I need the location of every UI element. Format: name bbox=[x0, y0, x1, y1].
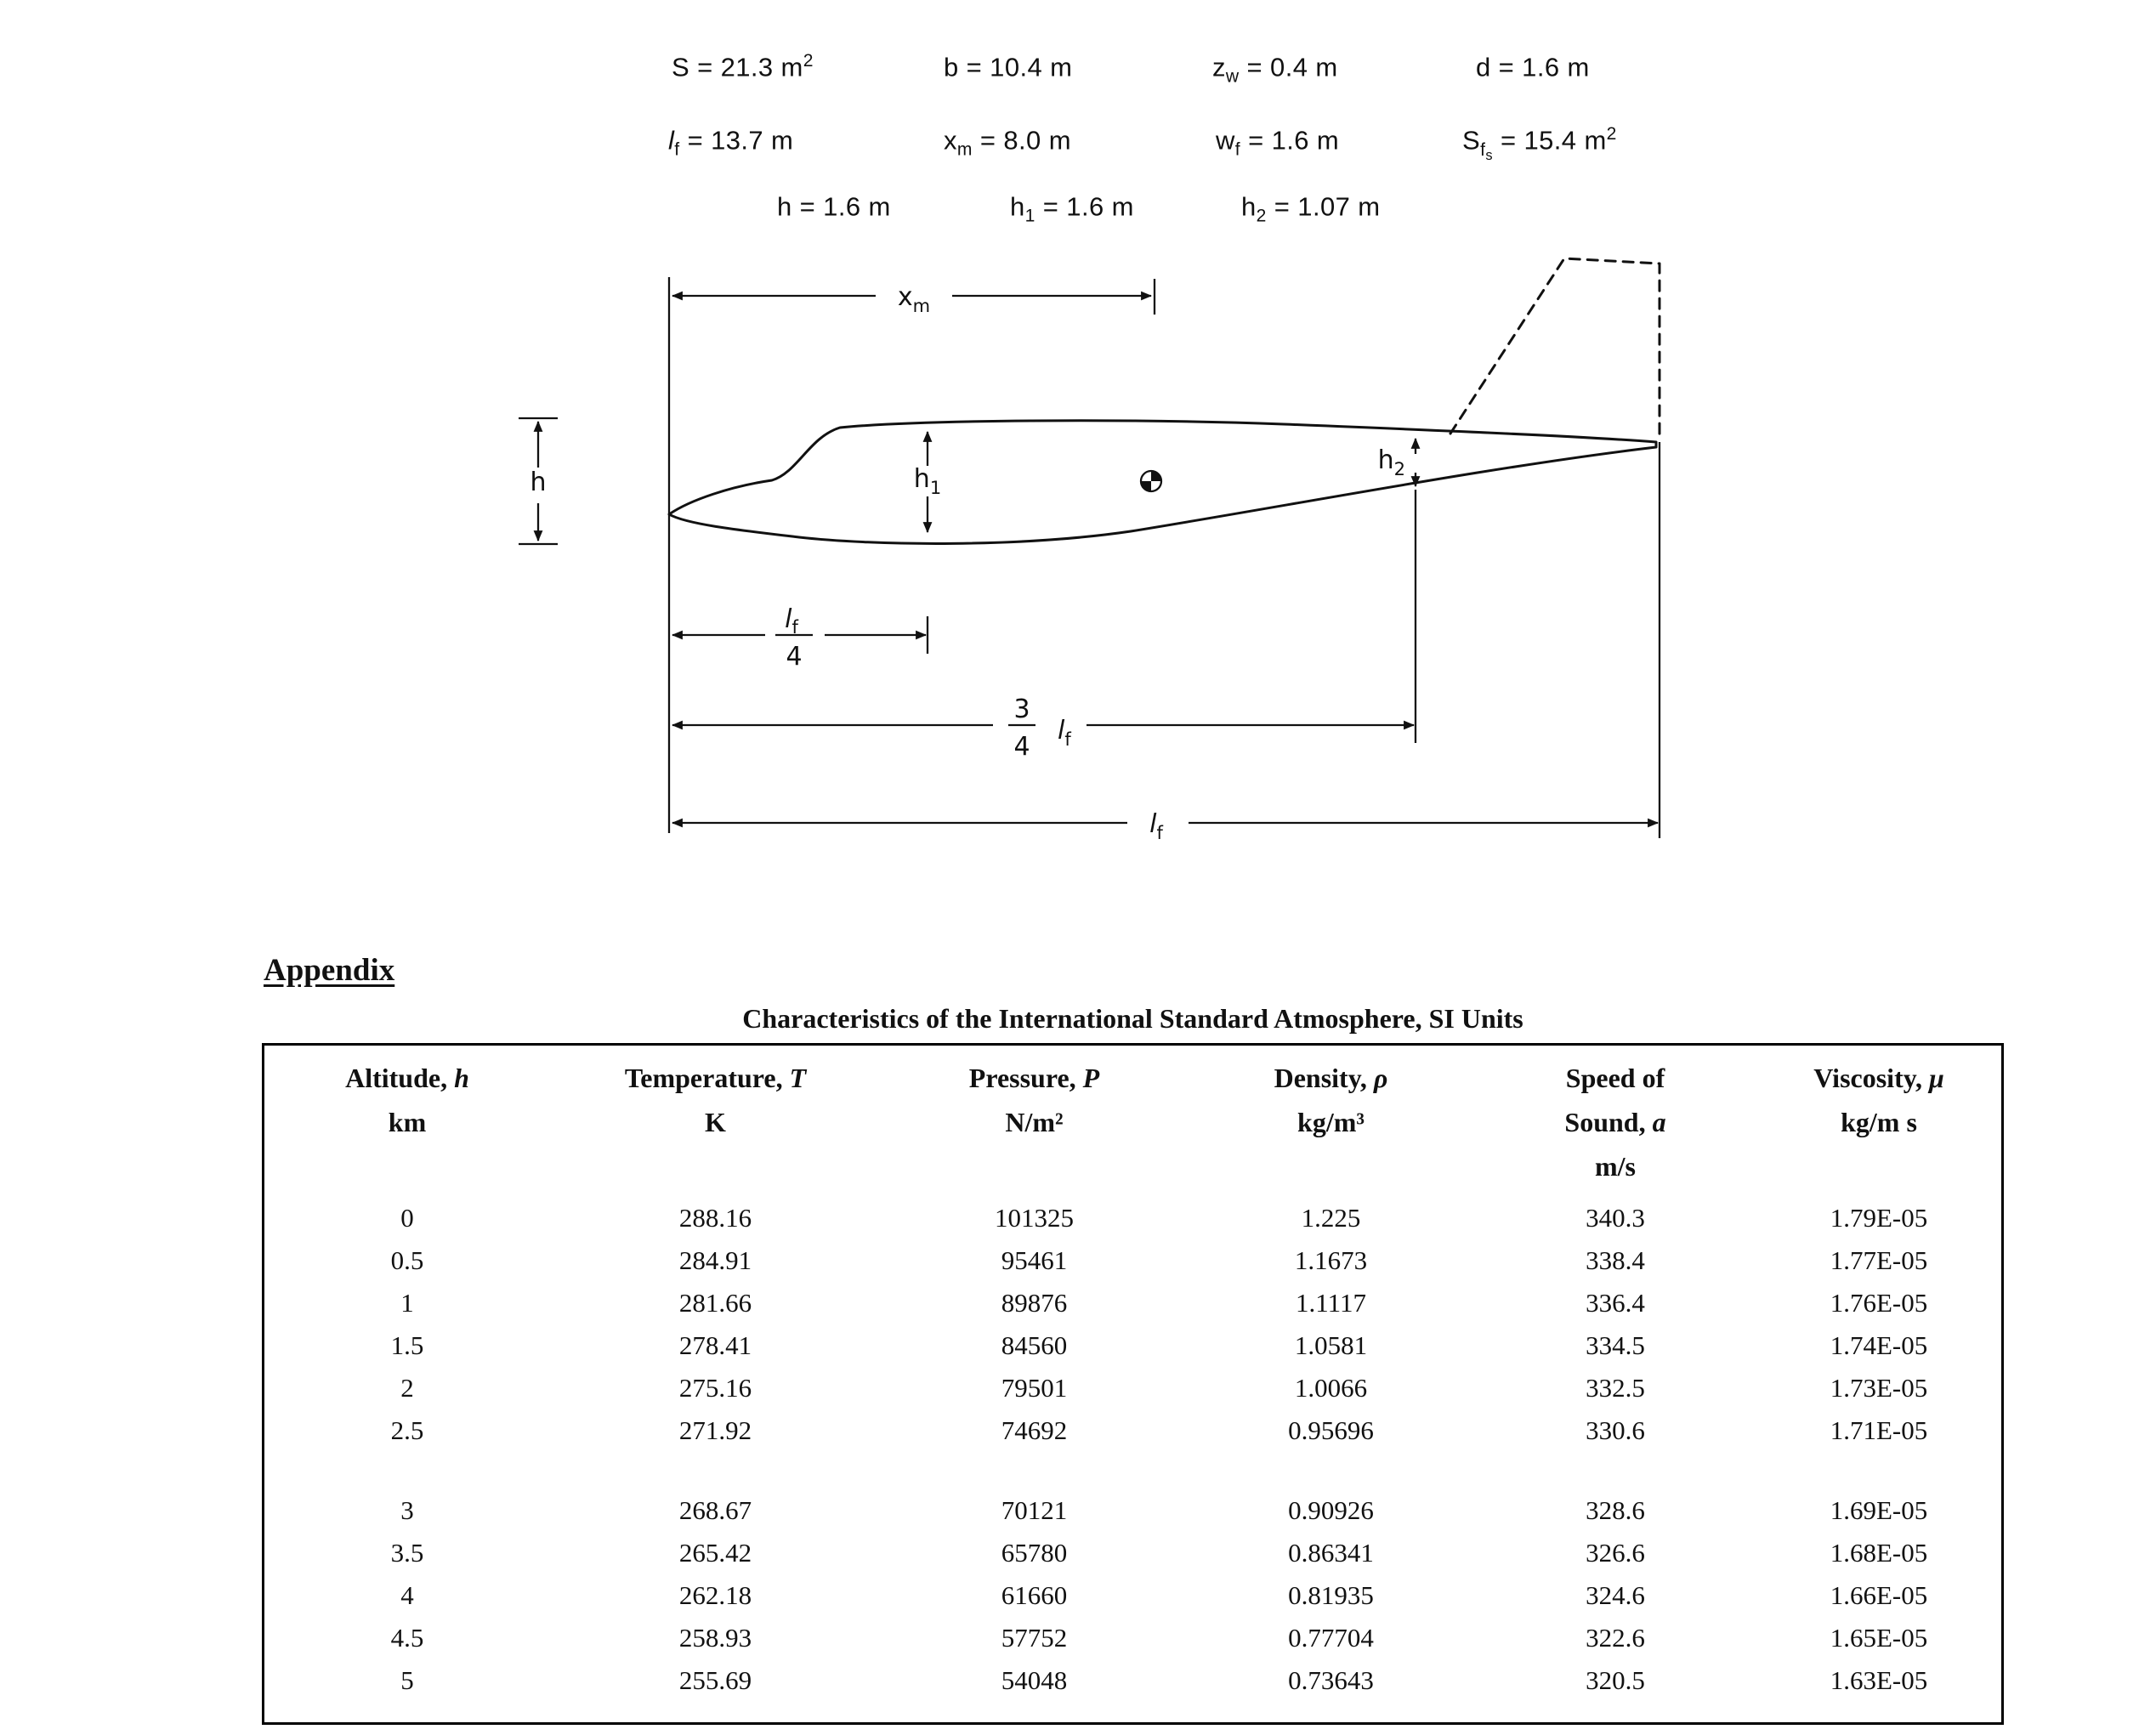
table-row bbox=[264, 1239, 2001, 1282]
param-S: S = 21.3 $m^2$ bbox=[672, 51, 814, 82]
table-cell: 0.95696 bbox=[1288, 1415, 1374, 1445]
table-cell: 84560 bbox=[1001, 1330, 1068, 1360]
appendix-heading: Appendix bbox=[264, 953, 395, 988]
table-cell: 326.6 bbox=[1586, 1538, 1645, 1568]
column-header: Altitude, h km bbox=[345, 1063, 469, 1137]
three-quarter-lf-label: $l_f$ bbox=[1058, 716, 1071, 750]
table-cell: 1.1673 bbox=[1294, 1245, 1368, 1275]
table-cell: 1.0581 bbox=[1294, 1330, 1368, 1360]
param-zw: $z_w = 0.4$ m bbox=[1212, 52, 1338, 87]
table-cell: 1 bbox=[400, 1288, 414, 1318]
table-cell: 1.69E-05 bbox=[1830, 1495, 1928, 1525]
tail-fin-dashed-outline bbox=[1450, 258, 1660, 435]
table-cell: 258.93 bbox=[678, 1623, 752, 1653]
h2-label: $h_2$ bbox=[1377, 445, 1405, 479]
table-body bbox=[264, 1197, 2001, 1702]
table-row bbox=[264, 1659, 2001, 1702]
param-lf: $l_f = 13.7$ m bbox=[668, 125, 794, 160]
param-h2: $h_2 = 1.07$ m bbox=[1241, 191, 1381, 226]
table-cell: 1.74E-05 bbox=[1830, 1330, 1928, 1360]
table-cell: 338.4 bbox=[1586, 1245, 1645, 1275]
lf-label: $l_f$ bbox=[1149, 809, 1163, 843]
table-cell: 275.16 bbox=[678, 1373, 752, 1403]
table-cell: 262.18 bbox=[678, 1580, 752, 1610]
table-cell: 322.6 bbox=[1586, 1623, 1645, 1653]
table-row bbox=[264, 1282, 2001, 1324]
table-title: Characteristics of the International Standard Atmosphere, SI Units bbox=[742, 1003, 1523, 1034]
table-cell: 1.77E-05 bbox=[1830, 1245, 1928, 1275]
three-quarter-numerator: 3 bbox=[1013, 695, 1030, 724]
table-cell: 3.5 bbox=[390, 1538, 424, 1568]
table-cell: 288.16 bbox=[678, 1203, 752, 1233]
lf-quarter-numerator: $l_f$ bbox=[785, 604, 798, 638]
table-cell: 54048 bbox=[1001, 1665, 1068, 1695]
table-cell: 2 bbox=[400, 1373, 414, 1403]
table-cell: 1.66E-05 bbox=[1830, 1580, 1928, 1610]
param-Sfs: $S_{f_s} = 15.4$ $m^2$ bbox=[1462, 124, 1617, 163]
table-cell: 2.5 bbox=[390, 1415, 424, 1445]
param-h: h = 1.6 m bbox=[777, 191, 891, 222]
center-of-gravity-icon bbox=[1141, 471, 1161, 491]
table-cell: 1.68E-05 bbox=[1830, 1538, 1928, 1568]
h2-dimension bbox=[1378, 439, 1416, 486]
lf-dimension bbox=[672, 809, 1658, 843]
param-h1: $h_1 = 1.6$ m bbox=[1010, 191, 1134, 226]
table-cell: 284.91 bbox=[678, 1245, 752, 1275]
table-cell: 74692 bbox=[1001, 1415, 1068, 1445]
table-cell: 328.6 bbox=[1586, 1495, 1645, 1525]
param-b: b = 10.4 m bbox=[944, 52, 1073, 82]
param-wf: $w_f = 1.6$ m bbox=[1216, 125, 1340, 160]
lf-quarter-denominator: 4 bbox=[786, 642, 803, 672]
table-cell: 336.4 bbox=[1586, 1288, 1645, 1318]
table-cell: 334.5 bbox=[1586, 1330, 1645, 1360]
table-cell: 1.5 bbox=[390, 1330, 424, 1360]
param-xm: $x_m = 8.0$ m bbox=[944, 125, 1071, 160]
table-cell: 61660 bbox=[1001, 1580, 1068, 1610]
h1-dimension bbox=[914, 432, 941, 532]
param-d: d = 1.6 m bbox=[1476, 52, 1590, 82]
table-cell: 0.81935 bbox=[1288, 1580, 1374, 1610]
table-cell: 5 bbox=[400, 1665, 414, 1695]
column-header: Pressure, P N/m² bbox=[968, 1063, 1100, 1137]
table-cell: 0 bbox=[400, 1203, 414, 1233]
table-cell: 4.5 bbox=[390, 1623, 424, 1653]
lf-quarter-dimension bbox=[672, 604, 926, 672]
table-row bbox=[264, 1617, 2001, 1659]
table-cell: 57752 bbox=[1001, 1623, 1068, 1653]
table-cell: 1.73E-05 bbox=[1830, 1373, 1928, 1403]
table-cell: 4 bbox=[400, 1580, 414, 1610]
table-cell: 1.65E-05 bbox=[1830, 1623, 1928, 1653]
table-cell: 1.0066 bbox=[1294, 1373, 1368, 1403]
three-quarter-denominator: 4 bbox=[1013, 732, 1030, 762]
column-header: Density, ρ kg/m³ bbox=[1274, 1063, 1388, 1137]
table-cell: 1.1117 bbox=[1296, 1288, 1366, 1318]
table-header-row bbox=[264, 1046, 2001, 1188]
table-cell: 330.6 bbox=[1586, 1415, 1645, 1445]
table-cell: 332.5 bbox=[1586, 1373, 1645, 1403]
table-cell: 278.41 bbox=[678, 1330, 752, 1360]
xm-dimension bbox=[672, 282, 1151, 316]
table-row bbox=[264, 1324, 2001, 1367]
table-cell: 0.86341 bbox=[1288, 1538, 1374, 1568]
table-cell: 340.3 bbox=[1586, 1203, 1645, 1233]
table-cell: 268.67 bbox=[678, 1495, 752, 1525]
table-cell: 0.5 bbox=[390, 1245, 424, 1275]
table-cell: 0.90926 bbox=[1288, 1495, 1374, 1525]
table-cell: 95461 bbox=[1001, 1245, 1068, 1275]
table-row bbox=[264, 1532, 2001, 1574]
row-group-gap bbox=[264, 1452, 2001, 1489]
table-cell: 0.73643 bbox=[1288, 1665, 1374, 1695]
column-header: Viscosity, μ kg/m s bbox=[1813, 1063, 1944, 1137]
extension-lines bbox=[519, 277, 1660, 838]
table-cell: 79501 bbox=[1001, 1373, 1068, 1403]
column-header: Temperature, T K bbox=[624, 1063, 807, 1137]
table-cell: 70121 bbox=[1001, 1495, 1068, 1525]
table-cell: 101325 bbox=[995, 1203, 1074, 1233]
table-cell: 1.79E-05 bbox=[1830, 1203, 1928, 1233]
table-cell: 1.63E-05 bbox=[1830, 1665, 1928, 1695]
aircraft-diagram bbox=[476, 238, 1751, 867]
xm-label: $x_m$ bbox=[897, 282, 931, 316]
table-cell: 1.71E-05 bbox=[1830, 1415, 1928, 1445]
table-row bbox=[264, 1574, 2001, 1617]
table-row bbox=[264, 1367, 2001, 1409]
table-cell: 65780 bbox=[1001, 1538, 1068, 1568]
table-cell: 1.225 bbox=[1301, 1203, 1361, 1233]
table-row bbox=[264, 1197, 2001, 1239]
fuselage-outline bbox=[669, 421, 1656, 544]
table-cell: 271.92 bbox=[678, 1415, 752, 1445]
h-dimension bbox=[530, 422, 546, 541]
table-row bbox=[264, 1409, 2001, 1452]
table-cell: 255.69 bbox=[678, 1665, 752, 1695]
h1-label: $h_1$ bbox=[913, 464, 942, 498]
table-row bbox=[264, 1489, 2001, 1532]
table-cell: 3 bbox=[400, 1495, 414, 1525]
h-label: h bbox=[530, 468, 547, 497]
table-cell: 0.77704 bbox=[1288, 1623, 1374, 1653]
table-cell: 324.6 bbox=[1586, 1580, 1645, 1610]
atmosphere-table bbox=[262, 1043, 2004, 1725]
column-header: Speed of Sound, a m/s bbox=[1564, 1063, 1666, 1182]
table-cell: 265.42 bbox=[678, 1538, 752, 1568]
table-cell: 320.5 bbox=[1586, 1665, 1645, 1695]
table-cell: 281.66 bbox=[678, 1288, 752, 1318]
table-cell: 1.76E-05 bbox=[1830, 1288, 1928, 1318]
table-cell: 89876 bbox=[1001, 1288, 1068, 1318]
lf-three-quarter-dimension bbox=[672, 695, 1414, 762]
